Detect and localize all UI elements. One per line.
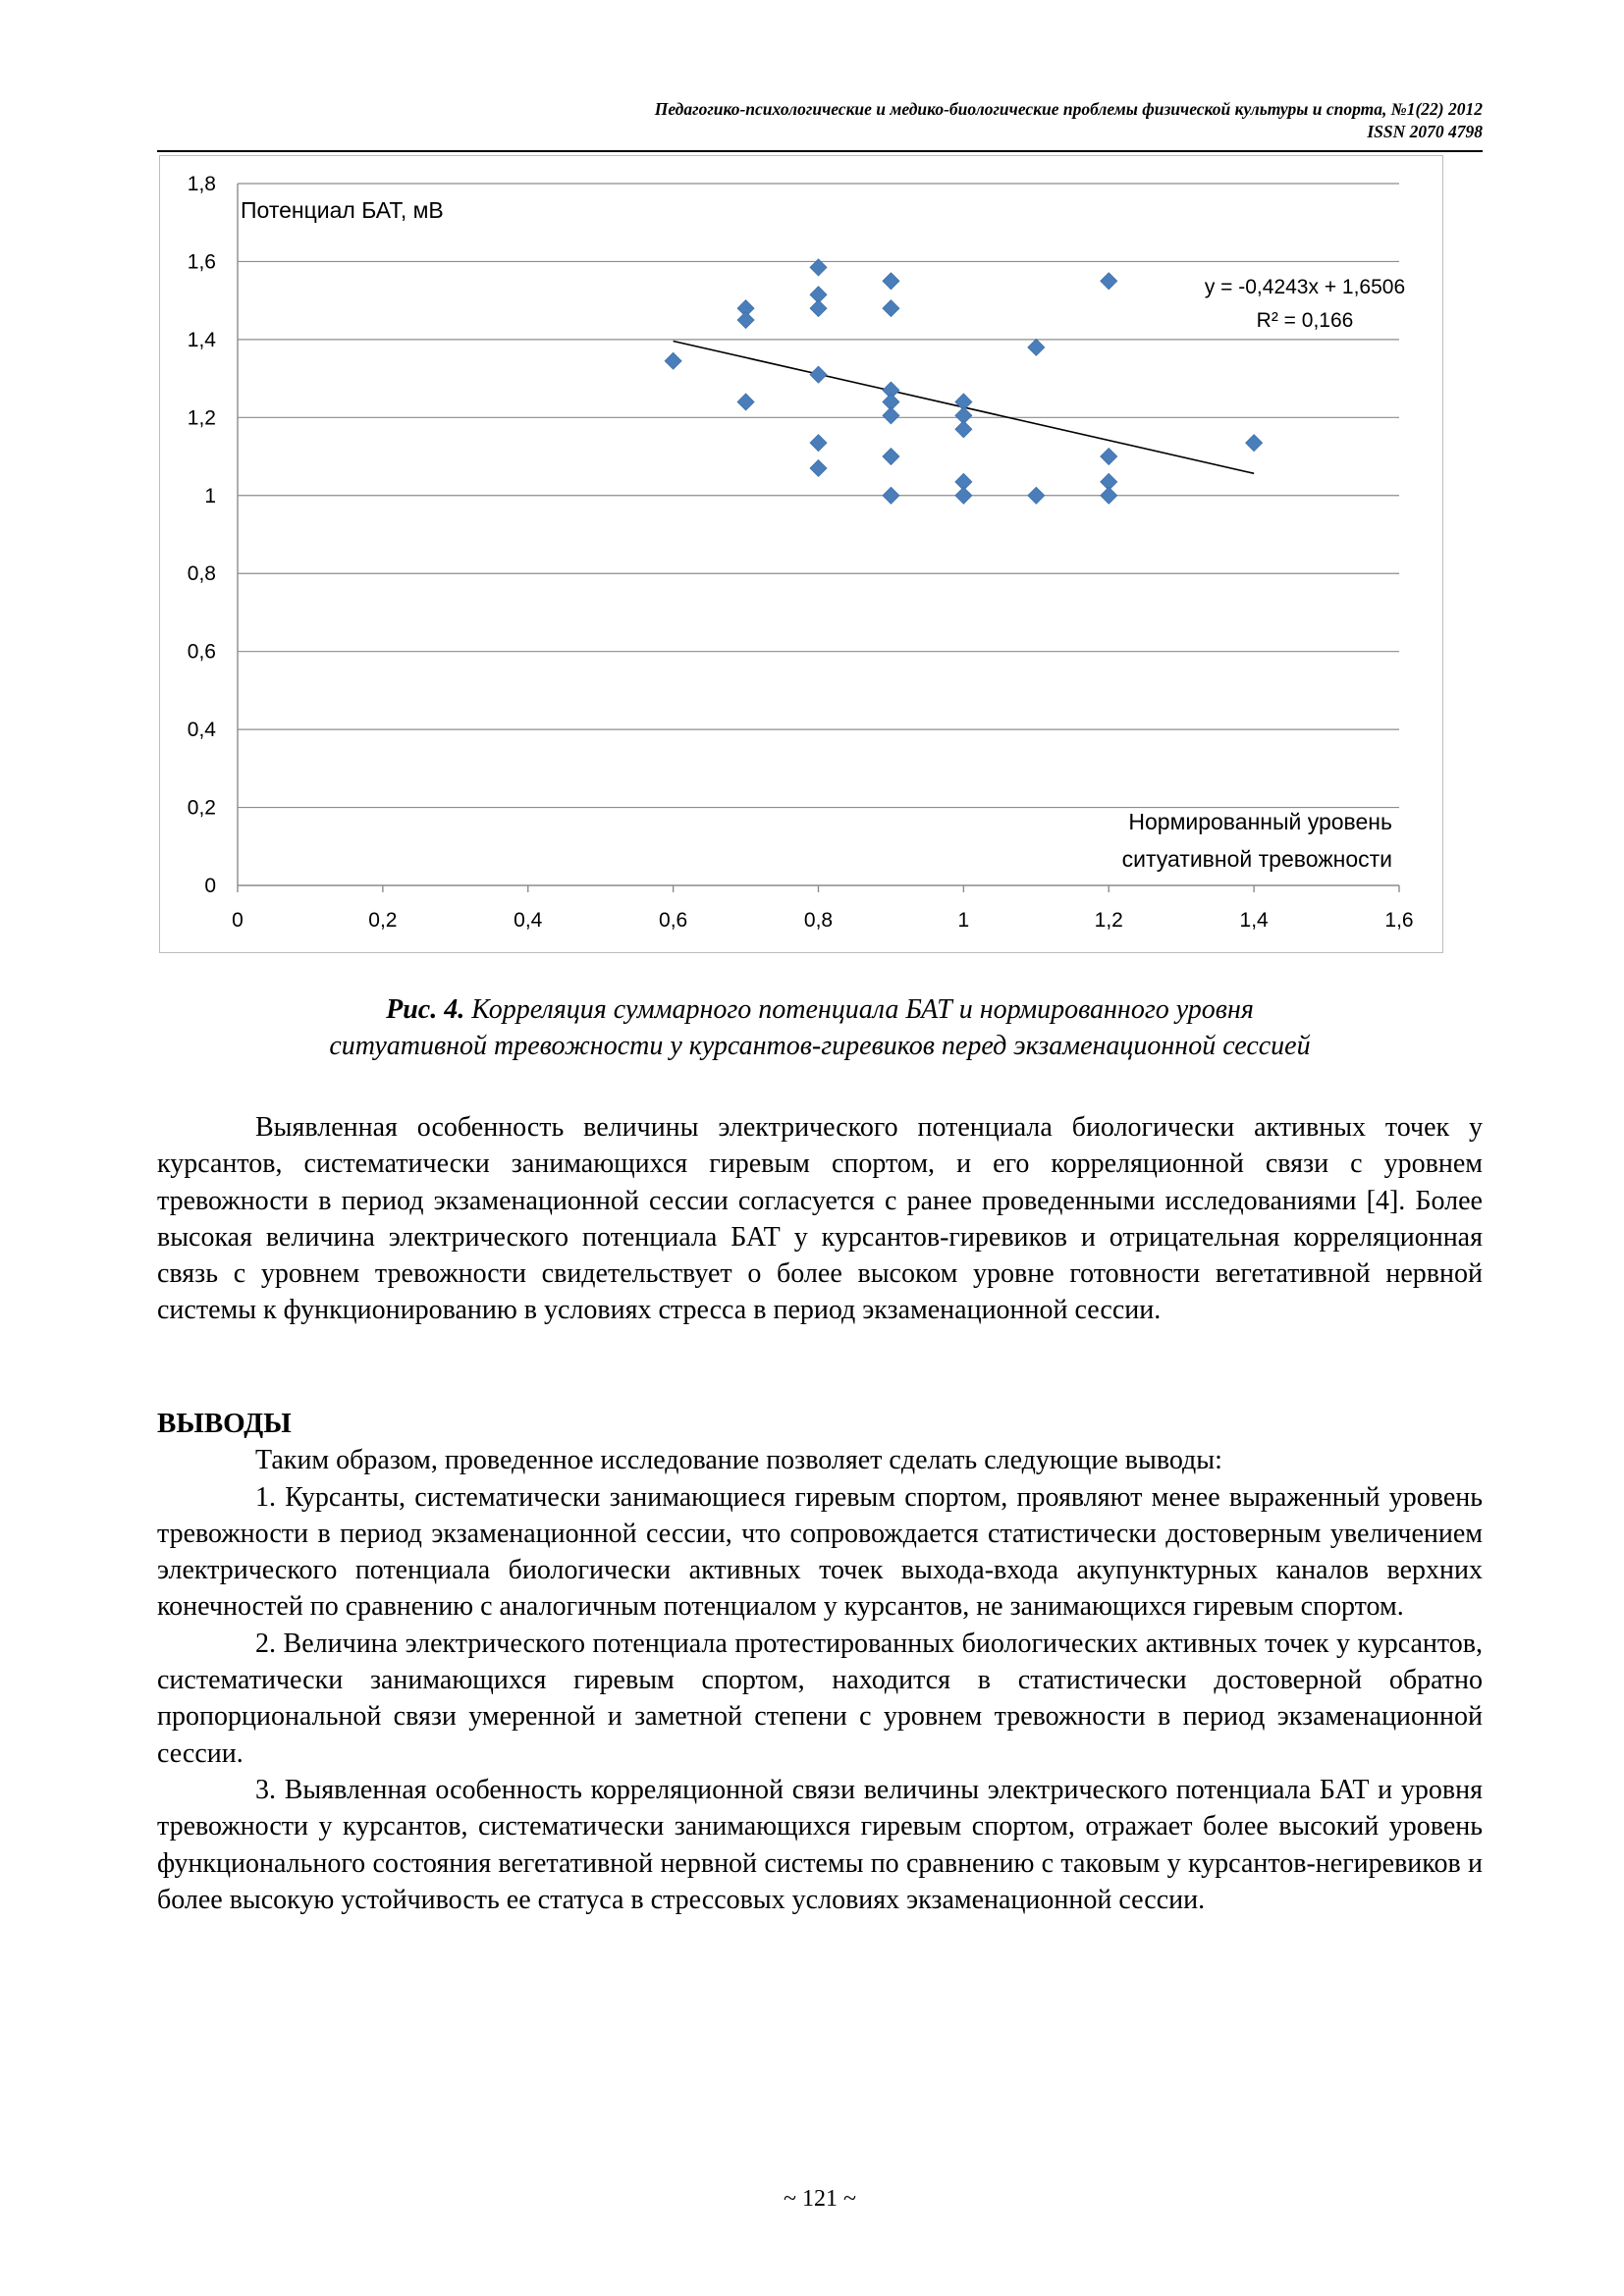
x-tick-label: 0,4 — [514, 909, 543, 932]
data-point — [1028, 339, 1045, 355]
caption-line-2: ситуативной тревожности у курсантов-гиревиков перед экзаменационной сессией — [329, 1031, 1311, 1061]
chart-canvas — [160, 156, 1442, 952]
caption-line-1: Корреляция суммарного потенциала БАТ и нормированного уровня — [464, 994, 1254, 1025]
data-point — [1101, 449, 1117, 465]
data-point — [737, 394, 754, 410]
x-tick-label: 1 — [957, 909, 970, 932]
conclusions-heading: ВЫВОДЫ — [157, 1408, 292, 1439]
discussion-paragraph: Выявленная особенность величины электрического потенциала биологически активных точек у курсантов, систематически занимающихся гиревым спортом, и его корреляционной связи с уровнем тревожности в период экзаменационной сессии согласуется с ранее проведенными исследованиями [4]. Более высокая величина электрического потенциала БАТ у курсантов-гиревиков и отрицательная корреляционная связь с уровнем тревожности свидетельствует о более высоком уровне готовности вегетативной нервной системы к функционированию в условиях стресса в период экзаменационной сессии. — [157, 1112, 1483, 1326]
data-point — [665, 352, 681, 369]
data-point — [1101, 273, 1117, 290]
y-tick-label: 1,6 — [187, 250, 216, 274]
page-number: ~ 121 ~ — [784, 2186, 856, 2212]
y-tick-label: 1,8 — [187, 173, 216, 195]
data-point — [737, 312, 754, 329]
y-tick-label: 0,6 — [187, 640, 216, 664]
scatter-chart — [159, 155, 1443, 953]
conclusion-item-2: 2. Величина электрического потенциала протестированных биологических активных точек у курсантов, систематически занимающихся гиревым спортом, находится в статистически достоверной обратно пропорциональной связи умеренной и заметной степени с уровнем тревожности в период экзаменационной сессии. — [157, 1628, 1483, 1769]
data-point — [955, 421, 972, 438]
issn: ISSN 2070 4798 — [1367, 122, 1483, 141]
data-point — [810, 459, 827, 476]
x-tick-label: 1,4 — [1239, 909, 1269, 932]
data-point — [810, 300, 827, 317]
x-axis-title-line: Нормированный уровень — [1128, 809, 1392, 834]
x-tick-label: 1,2 — [1094, 909, 1123, 932]
journal-header — [157, 98, 1483, 143]
x-tick-label: 1,6 — [1384, 909, 1414, 932]
data-point — [810, 366, 827, 383]
data-point — [955, 487, 972, 504]
conclusion-item-3: 3. Выявленная особенность корреляционной связи величины электрического потенциала БАТ и уровня тревожности у курсантов, систематически занимающихся гиревым спортом, отражает более высокий уровень функционального состояния вегетативной нервной системы по сравнению с таковым у курсантов-негиревиков и более высокую устойчивость ее статуса в стрессовых условиях экзаменационной сессии. — [157, 1774, 1483, 1915]
header-rule — [157, 150, 1483, 152]
x-tick-label: 0,2 — [368, 909, 398, 932]
x-tick-label: 0,8 — [803, 909, 834, 932]
data-point — [1246, 435, 1263, 452]
data-point — [883, 273, 899, 290]
figure-label: Рис. 4. — [386, 994, 465, 1025]
y-tick-label: 1,2 — [187, 406, 216, 430]
y-tick-label: 0 — [204, 875, 216, 897]
journal-title: Педагогико-психологические и медико-биологические проблемы физической культуры и спорта, №1(22) 2012 — [654, 99, 1483, 119]
y-tick-label: 0,8 — [187, 562, 216, 586]
conclusion-item-1: 1. Курсанты, систематически занимающиеся гиревым спортом, проявляют менее выраженный уровень тревожности в период экзаменационной сессии, что сопровождается статистически достоверным увеличением электрического потенциала биологически активных точек выхода-входа акупунктурных каналов верхних конечностей по сравнению с аналогичным потенциалом у курсантов, не занимающихся гиревым спортом. — [157, 1481, 1483, 1623]
data-point — [883, 449, 899, 465]
x-tick-label: 0 — [232, 909, 244, 932]
x-axis-title-line: ситуативной тревожности — [1121, 846, 1392, 872]
data-point — [810, 435, 827, 452]
data-point — [1101, 487, 1117, 504]
x-tick-label: 0,6 — [659, 909, 688, 932]
y-axis-title: Потенциал БАТ, мВ — [241, 197, 444, 223]
conclusions-intro: Таким образом, проведенное исследование позволяет сделать следующие выводы: — [255, 1445, 1222, 1476]
conclusions-section — [157, 1406, 1483, 1918]
y-tick-label: 0,4 — [187, 719, 216, 742]
trendline-equation: y = -0,4243x + 1,6506 — [1204, 276, 1406, 298]
y-tick-label: 1,4 — [187, 328, 216, 351]
data-point — [883, 407, 899, 424]
y-tick-label: 0,2 — [187, 796, 216, 820]
y-tick-label: 1 — [204, 484, 216, 507]
data-point — [883, 300, 899, 317]
r-squared-label: R² = 0,166 — [1256, 309, 1354, 332]
data-point — [1028, 487, 1045, 504]
discussion-section — [157, 1109, 1483, 1329]
data-point — [883, 487, 899, 504]
figure-caption — [157, 991, 1483, 1064]
